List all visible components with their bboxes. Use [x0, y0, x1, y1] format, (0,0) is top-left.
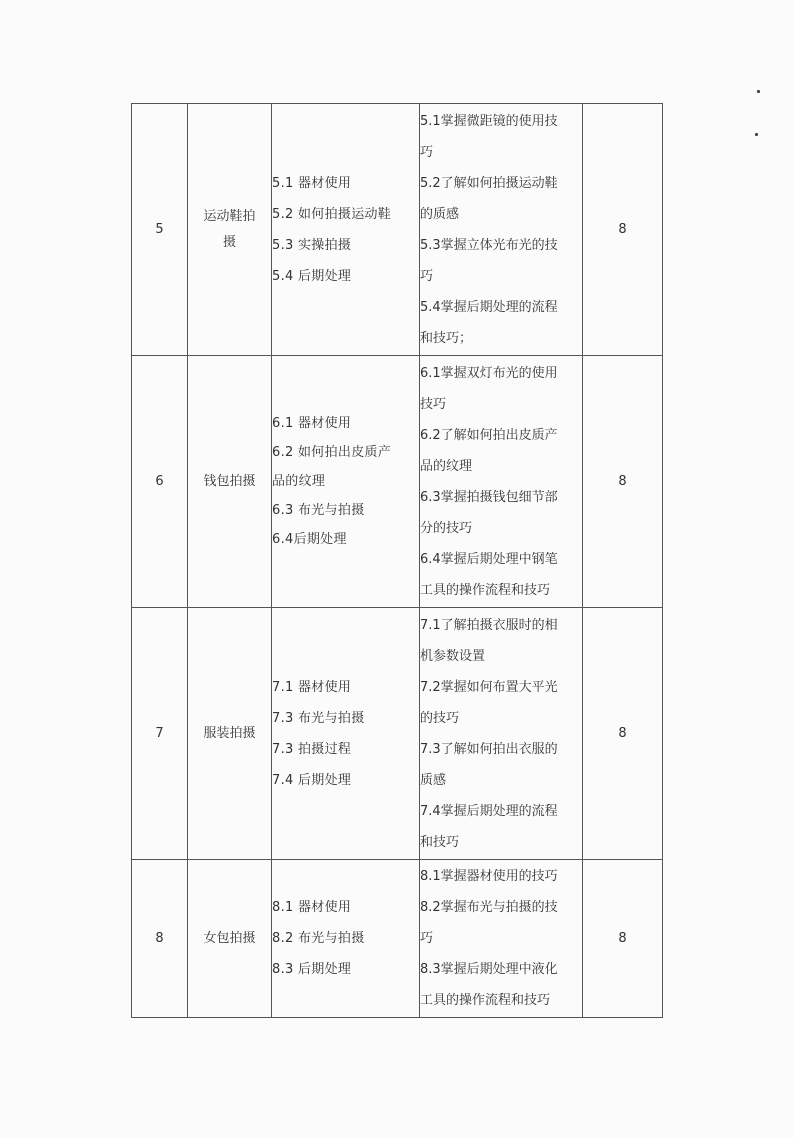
objectives-cell — [420, 356, 583, 608]
curriculum-table — [131, 103, 663, 1018]
hours-cell: 8 — [583, 860, 663, 1018]
objective-line: 6.1掌握双灯布光的使用 — [420, 365, 558, 381]
content-item: 7.3 布光与拍摄 — [272, 710, 365, 726]
content-item: 5.2 如何拍摄运动鞋 — [272, 206, 392, 222]
content-item: 6.2 如何拍出皮质产 — [272, 445, 392, 460]
content-item: 8.1 器材使用 — [272, 900, 352, 915]
content-item: 7.3 拍摄过程 — [272, 741, 352, 757]
content-item: 6.4后期处理 — [272, 532, 347, 547]
objective-line: 6.3掌握拍摄钱包细节部 — [420, 489, 558, 505]
hours-cell: 8 — [583, 608, 663, 860]
objective-line: 巧 — [420, 144, 434, 160]
content-cell — [272, 104, 420, 356]
content-item: 5.4 后期处理 — [272, 268, 352, 284]
row-number: 8 — [132, 860, 188, 1018]
topic-cell — [188, 608, 272, 860]
objective-line: 8.3掌握后期处理中液化 — [420, 962, 558, 977]
content-cell — [272, 860, 420, 1018]
content-item: 6.3 布光与拍摄 — [272, 503, 365, 518]
objectives-cell — [420, 104, 583, 356]
table-row — [132, 608, 663, 860]
row-number: 6 — [132, 356, 188, 608]
hours-cell: 8 — [583, 104, 663, 356]
objective-line: 质感 — [420, 772, 447, 788]
objective-line: 5.2了解如何拍摄运动鞋 — [420, 175, 558, 191]
topic-label: 女包拍摄 — [203, 930, 256, 946]
objective-line: 工具的操作流程和技巧 — [420, 582, 551, 598]
objective-line: 的技巧 — [420, 710, 460, 726]
objective-line: 机参数设置 — [420, 648, 486, 664]
content-item: 6.1 器材使用 — [272, 416, 352, 431]
content-item: 品的纹理 — [272, 474, 326, 489]
objective-line: 5.3掌握立体光布光的技 — [420, 237, 558, 253]
table-body — [132, 104, 663, 1018]
objective-line: 的质感 — [420, 206, 460, 222]
scan-speck — [755, 133, 758, 136]
topic-label: 服装拍摄 — [203, 725, 256, 741]
objective-line: 8.2掌握布光与拍摄的技 — [420, 900, 558, 915]
objective-line: 7.4掌握后期处理的流程 — [420, 803, 558, 819]
objective-line: 和技巧； — [420, 330, 473, 346]
content-cell — [272, 608, 420, 860]
objective-line: 5.4掌握后期处理的流程 — [420, 299, 558, 315]
objective-line: 和技巧 — [420, 834, 460, 850]
hours-cell: 8 — [583, 356, 663, 608]
topic-cell — [188, 104, 272, 356]
objective-line: 5.1掌握微距镜的使用技 — [420, 113, 558, 129]
objective-line: 7.3了解如何拍出衣服的 — [420, 741, 558, 757]
objective-line: 7.2掌握如何布置大平光 — [420, 679, 558, 695]
content-item: 5.3 实操拍摄 — [272, 237, 352, 253]
objective-line: 巧 — [420, 268, 434, 284]
objective-line: 8.1掌握器材使用的技巧 — [420, 869, 558, 884]
topic-cell — [188, 356, 272, 608]
topic-label: 运动鞋拍摄 — [203, 208, 256, 250]
table-row — [132, 860, 663, 1018]
objective-line: 6.4掌握后期处理中钢笔 — [420, 551, 558, 567]
content-cell — [272, 356, 420, 608]
scan-speck — [757, 90, 760, 93]
content-item: 7.1 器材使用 — [272, 679, 352, 695]
table-row — [132, 104, 663, 356]
objective-line: 7.1了解拍摄衣服时的相 — [420, 617, 558, 633]
table-row — [132, 356, 663, 608]
content-item: 5.1 器材使用 — [272, 175, 352, 191]
content-item: 7.4 后期处理 — [272, 772, 352, 788]
objective-line: 品的纹理 — [420, 458, 473, 474]
row-number: 5 — [132, 104, 188, 356]
objective-line: 6.2了解如何拍出皮质产 — [420, 427, 558, 443]
content-item: 8.3 后期处理 — [272, 962, 352, 977]
objective-line: 技巧 — [420, 396, 447, 412]
objectives-cell — [420, 608, 583, 860]
row-number: 7 — [132, 608, 188, 860]
objective-line: 巧 — [420, 931, 434, 946]
objective-line: 工具的操作流程和技巧 — [420, 993, 551, 1008]
objectives-cell — [420, 860, 583, 1018]
content-item: 8.2 布光与拍摄 — [272, 931, 365, 946]
topic-cell — [188, 860, 272, 1018]
topic-label: 钱包拍摄 — [203, 473, 256, 489]
objective-line: 分的技巧 — [420, 520, 473, 536]
